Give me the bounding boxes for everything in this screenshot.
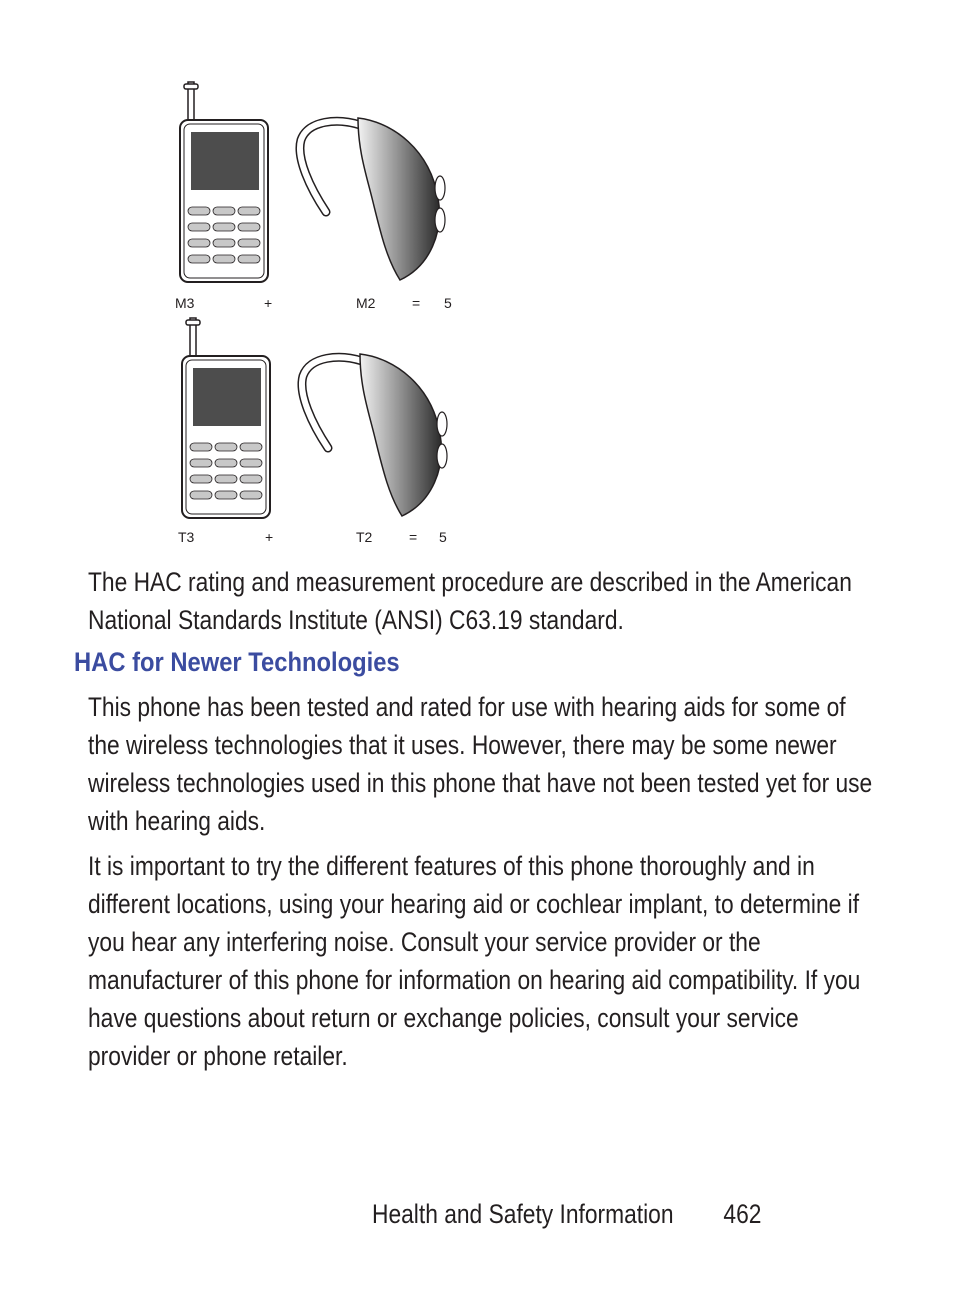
section-heading: HAC for Newer Technologies [74, 647, 400, 677]
plus-sign: + [265, 529, 274, 545]
footer-section-title: Health and Safety Information [372, 1199, 674, 1229]
phone-icon [182, 318, 270, 518]
phone-rating-label: T3 [178, 529, 195, 545]
body-paragraph-2: It is important to try the different features of this phone thoroughly and in different locations, using your hearing aid or cochlear implant, to determine if you hear any interfering noise. Consult your service provider or the manufacturer of this phone for information on hearing aid compatibility. If you have questions about return or exchange policies, consult your service provider or phone retailer. [88, 851, 861, 1071]
hearing-aid-icon [300, 118, 445, 280]
hac-illustration [168, 80, 468, 550]
result-value: 5 [444, 295, 452, 311]
plus-sign: + [264, 295, 273, 311]
hearing-aid-rating-label: T2 [356, 529, 373, 545]
rating-row-1 [175, 295, 452, 311]
equals-sign: = [412, 295, 421, 311]
equals-sign: = [409, 529, 418, 545]
phone-icon [180, 82, 268, 282]
body-paragraph-1: This phone has been tested and rated for use with hearing aids for some of the wireless technologies that it uses. However, there may be some newer wireless technologies used in this phone that have not been tested yet for use with hearing aids. [88, 692, 873, 836]
result-value: 5 [439, 529, 447, 545]
rating-row-2 [178, 529, 447, 545]
hac-rating-figure [168, 80, 468, 550]
page-number: 462 [723, 1199, 762, 1229]
hearing-aid-icon [302, 354, 447, 516]
intro-paragraph: The HAC rating and measurement procedure are described in the American National Standards Institute (ANSI) C63.19 standard. [88, 567, 852, 635]
hearing-aid-rating-label: M2 [356, 295, 376, 311]
page-footer [372, 1196, 761, 1232]
phone-rating-label: M3 [175, 295, 195, 311]
